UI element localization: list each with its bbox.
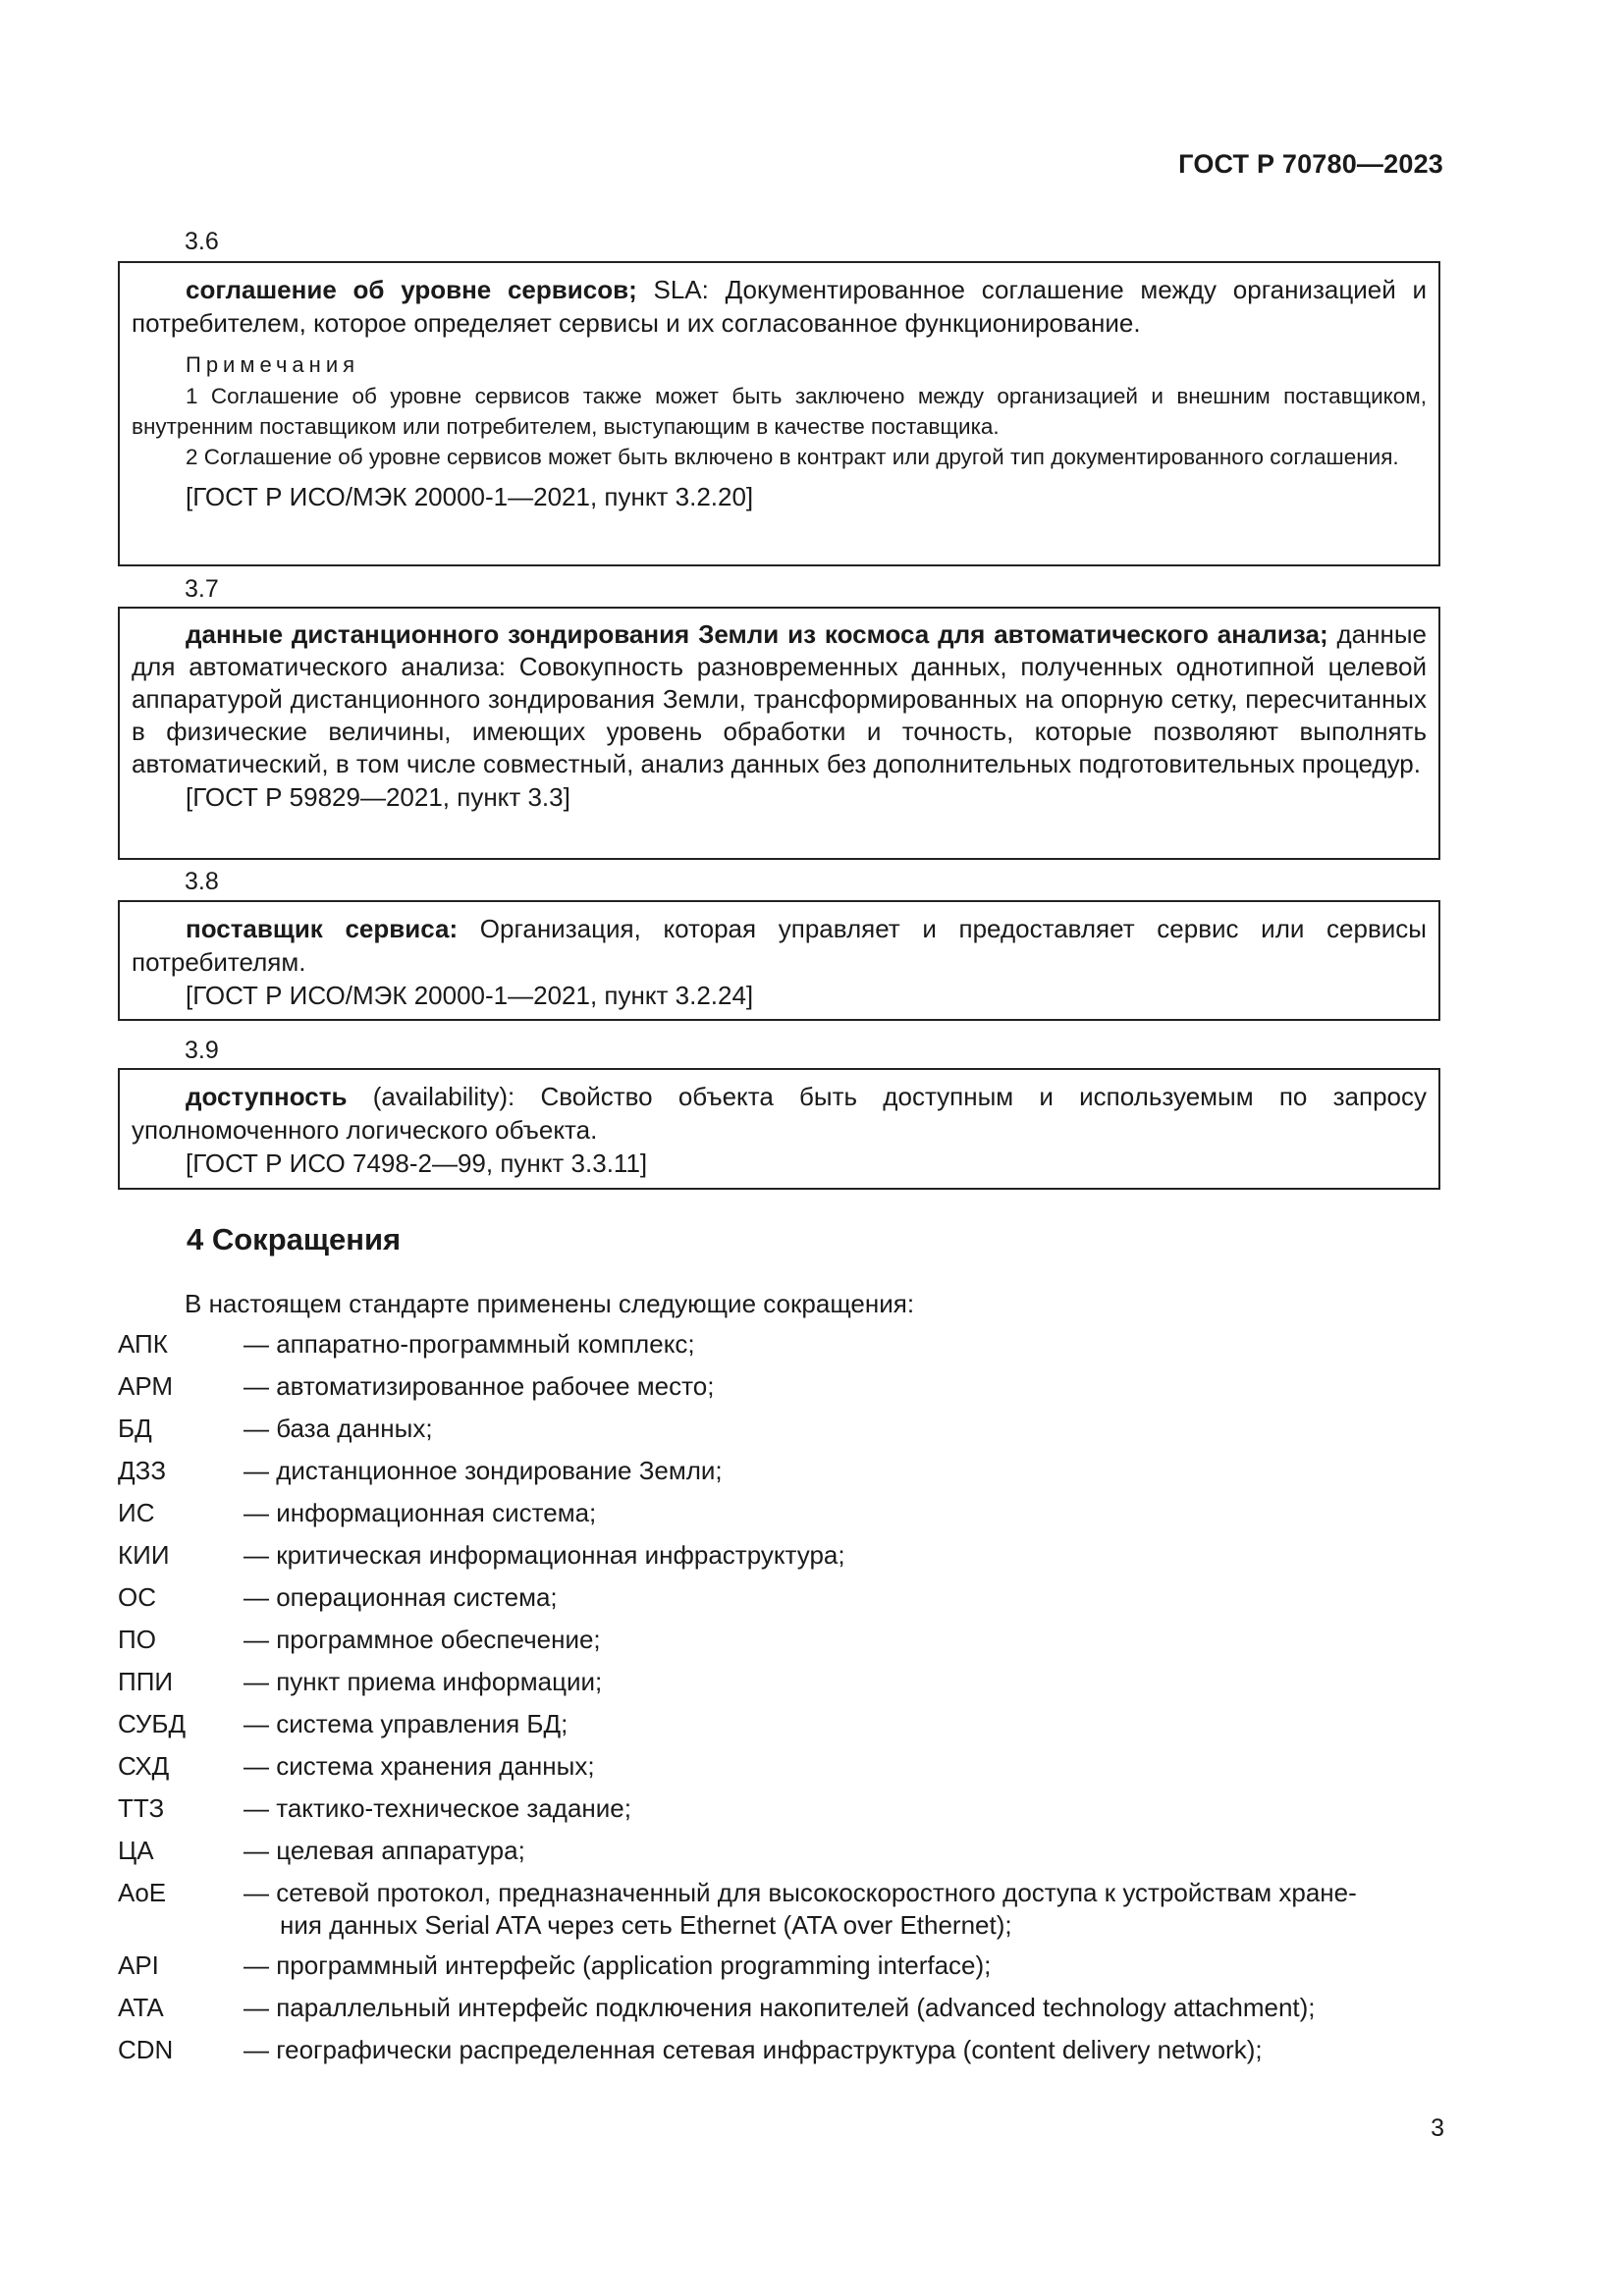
- term-name: доступность: [186, 1082, 348, 1111]
- abbreviation-row: [118, 1497, 1443, 1529]
- term-definition-text: (availability): Свойство объекта быть доступным и используемым по запросу уполномоченного логического объекта.: [132, 1082, 1427, 1145]
- abbreviation: ATA: [118, 1993, 164, 2022]
- abbreviation-row: [118, 1624, 1443, 1656]
- notes: [132, 349, 1427, 472]
- note-item: 2 Соглашение об уровне сервисов может быть включено в контракт или другой тип документированного соглашения.: [186, 445, 1399, 469]
- term-definition: [132, 1080, 1427, 1147]
- abbreviation-row: [118, 1455, 1443, 1487]
- abbreviation-row: [118, 1328, 1443, 1361]
- term-definition-text: Организация, которая управляет и предоставляет сервис или сервисы потребителям.: [132, 914, 1427, 977]
- abbreviation: КИИ: [118, 1540, 170, 1570]
- abbreviation-row: [118, 1792, 1443, 1825]
- abbreviation: API: [118, 1950, 159, 1980]
- term-number: 3.6: [185, 228, 219, 255]
- section-intro: В настоящем стандарте применены следующие сокращения:: [185, 1289, 915, 1318]
- term-source: [ГОСТ Р ИСО/МЭК 20000-1—2021, пункт 3.2.20]: [186, 482, 754, 511]
- abbreviation: СХД: [118, 1751, 170, 1781]
- abbreviation-definition-line: — сетевой протокол, предназначенный для высокоскоростного доступа к устройствам хране-: [244, 1878, 1357, 1907]
- abbreviation: АРМ: [118, 1371, 174, 1401]
- section-heading: 4 Сокращения: [187, 1222, 402, 1256]
- abbreviation-row: [118, 1370, 1443, 1403]
- term-definition-text: SLA: Документированное соглашение между организацией и потребителем, которое определяет сервисы и их согласованное функционирование.: [132, 275, 1427, 338]
- abbreviation: ЦА: [118, 1836, 154, 1865]
- abbreviation-definition: — тактико-техническое задание;: [244, 1793, 631, 1823]
- term-number: 3.8: [185, 868, 219, 895]
- term-source: [ГОСТ Р ИСО/МЭК 20000-1—2021, пункт 3.2.24]: [186, 981, 754, 1010]
- abbreviation-row: [118, 1708, 1443, 1740]
- term-definition: [132, 273, 1427, 340]
- term-definition-text: данные для автоматического анализа: Совокупность разновременных данных, полученных однотипной целевой аппаратурой дистанционного зондирования Земли, трансформированных на опорную сетку, пересчитанных в физические величины, имеющих уровень обработки и точность, которые позволяют выполнять автоматический, в том числе совместный, анализ данных без дополнительных подготовительных процедур.: [132, 619, 1428, 778]
- abbreviation-row: [118, 1949, 1443, 1982]
- abbreviation-list: [118, 1328, 1443, 2076]
- page-number: 3: [1431, 2114, 1444, 2142]
- abbreviation: ИС: [118, 1498, 155, 1527]
- abbreviation: CDN: [118, 2035, 174, 2064]
- term-box: [118, 1068, 1440, 1190]
- term-definition: [132, 912, 1427, 979]
- abbreviation-definition: — целевая аппаратура;: [244, 1836, 525, 1865]
- abbreviation-definition: — программное обеспечение;: [244, 1625, 601, 1654]
- abbreviation: ПО: [118, 1625, 156, 1654]
- abbreviation-definition: — база данных;: [244, 1414, 433, 1443]
- abbreviation-definition: — автоматизированное рабочее место;: [244, 1371, 715, 1401]
- abbreviation: ППИ: [118, 1667, 174, 1696]
- term-number: 3.7: [185, 575, 219, 603]
- abbreviation: AoE: [118, 1878, 167, 1907]
- term-name: поставщик сервиса:: [186, 914, 459, 943]
- abbreviation-row: [118, 1877, 1443, 1942]
- abbreviation-definition: — информационная система;: [244, 1498, 597, 1527]
- term-source: [ГОСТ Р 59829—2021, пункт 3.3]: [186, 782, 570, 812]
- abbreviation-row: [118, 1666, 1443, 1698]
- term-name: данные дистанционного зондирования Земли из космоса для автоматического анализа;: [186, 619, 1328, 649]
- abbreviation-row: [118, 1835, 1443, 1867]
- term-name: соглашение об уровне сервисов;: [186, 275, 637, 304]
- term-box: [118, 607, 1440, 860]
- term-number: 3.9: [185, 1037, 219, 1064]
- abbreviation-definition: — программный интерфейс (application programming interface);: [244, 1950, 992, 1980]
- abbreviation-definition: — аппаратно-программный комплекс;: [244, 1329, 695, 1359]
- abbreviation-definition: — географически распределенная сетевая инфраструктура (content delivery network);: [244, 2035, 1263, 2064]
- abbreviation-definition-continuation: ния данных Serial ATA через сеть Ethernet (ATA over Ethernet);: [280, 1910, 1012, 1940]
- abbreviation-definition: — система управления БД;: [244, 1709, 568, 1738]
- term-definition: [132, 618, 1427, 780]
- abbreviation-row: [118, 2034, 1443, 2066]
- abbreviation: ТТЗ: [118, 1793, 165, 1823]
- abbreviation: БД: [118, 1414, 152, 1443]
- abbreviation-definition: — параллельный интерфейс подключения накопителей (advanced technology attachment);: [244, 1993, 1316, 2022]
- note-item: 1 Соглашение об уровне сервисов также может быть заключено между организацией и внешним поставщиком, внутренним поставщиком или потребителем, выступающим в качестве поставщика.: [132, 384, 1427, 439]
- abbreviation-definition: — дистанционное зондирование Земли;: [244, 1456, 723, 1485]
- abbreviation: ДЗЗ: [118, 1456, 167, 1485]
- abbreviation-definition: — пункт приема информации;: [244, 1667, 603, 1696]
- abbreviation: АПК: [118, 1329, 168, 1359]
- abbreviation-row: [118, 1750, 1443, 1783]
- notes-title: Примечания: [186, 352, 360, 377]
- abbreviation-definition: [244, 1877, 1443, 1942]
- abbreviation-row: [118, 1581, 1443, 1614]
- term-box: [118, 261, 1440, 566]
- abbreviation-row: [118, 1539, 1443, 1572]
- term-box: [118, 900, 1440, 1021]
- term-source: [ГОСТ Р ИСО 7498-2—99, пункт 3.3.11]: [186, 1148, 648, 1178]
- abbreviation-definition: — операционная система;: [244, 1582, 558, 1612]
- abbreviation-definition: — система хранения данных;: [244, 1751, 595, 1781]
- abbreviation: СУБД: [118, 1709, 187, 1738]
- abbreviation-row: [118, 1413, 1443, 1445]
- abbreviation-definition: — критическая информационная инфраструктура;: [244, 1540, 845, 1570]
- abbreviation-row: [118, 1992, 1443, 2024]
- standard-code: ГОСТ Р 70780—2023: [1178, 149, 1443, 179]
- abbreviation: ОС: [118, 1582, 156, 1612]
